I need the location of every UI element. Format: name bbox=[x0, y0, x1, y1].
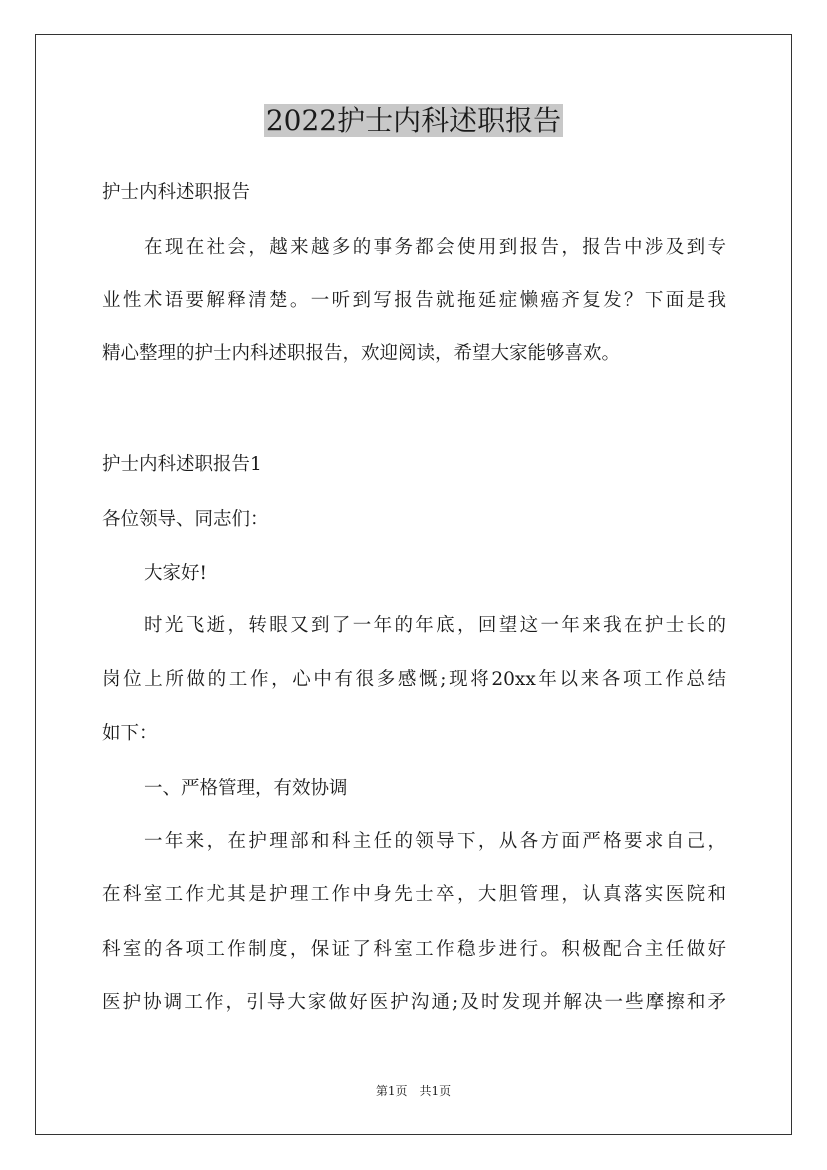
body-line: 护士内科述职报告 bbox=[102, 182, 251, 203]
body-line: 各位领导、同志们： bbox=[102, 509, 269, 530]
body-line: 时光飞逝，转眼又到了一年的年底，回望这一年来我在护士长的 bbox=[144, 615, 726, 636]
section-heading: 一、严格管理，有效协调 bbox=[144, 778, 348, 799]
body-line: 业性术语要解释清楚。一听到写报告就拖延症懒癌齐复发？下面是我 bbox=[102, 290, 726, 311]
page-number-current: 第1页 bbox=[375, 1084, 408, 1098]
body-line: 在现在社会，越来越多的事务都会使用到报告，报告中涉及到专 bbox=[144, 237, 726, 258]
body-line: 在科室工作尤其是护理工作中身先士卒，大胆管理，认真落实医院和 bbox=[102, 884, 726, 905]
body-line: 护士内科述职报告1 bbox=[102, 454, 262, 475]
body-line: 一年来，在护理部和科主任的领导下，从各方面严格要求自己， bbox=[144, 831, 726, 852]
body-line: 如下： bbox=[102, 723, 158, 744]
document-title-text: 2022护士内科述职报告 bbox=[265, 104, 562, 137]
body-line: 医护协调工作，引导大家做好医护沟通;及时发现并解决一些摩擦和矛 bbox=[102, 992, 726, 1013]
body-line: 科室的各项工作制度，保证了科室工作稳步进行。积极配合主任做好 bbox=[102, 939, 726, 960]
body-line: 岗位上所做的工作，心中有很多感慨;现将20xx年以来各项工作总结 bbox=[102, 669, 726, 690]
body-line: 精心整理的护士内科述职报告，欢迎阅读，希望大家能够喜欢。 bbox=[102, 343, 621, 364]
page-footer bbox=[0, 1083, 827, 1099]
document-title bbox=[0, 100, 827, 142]
body-line: 大家好! bbox=[144, 563, 207, 584]
page-number-total: 共1页 bbox=[419, 1084, 452, 1098]
